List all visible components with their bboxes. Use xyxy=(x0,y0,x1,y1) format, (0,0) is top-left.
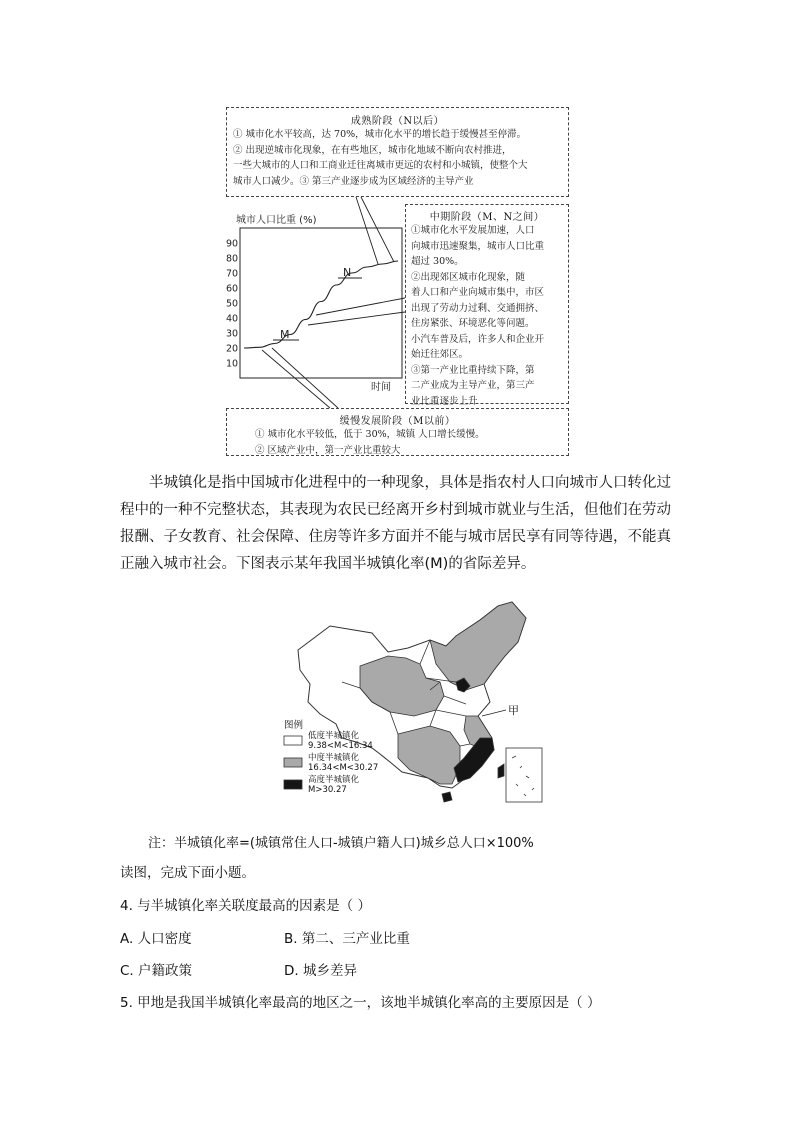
leader-line-mature-2 xyxy=(361,197,394,262)
y-tick-label-70: 70 xyxy=(226,268,239,280)
legend-label-low: 低度半城镇化 xyxy=(308,731,360,741)
middle-stage-line-3: 超过 30%。 xyxy=(411,256,464,267)
mature-stage-line-3: 一些大城市的人口和工商业迁往离城市更远的农村和小城镇，使整个大 xyxy=(233,160,528,171)
intro-paragraph: 半城镇化是指中国城市化进程中的一种现象，具体是指农村人口向城市人口转化过程中的一种不完整状态，其表现为农民已经离开乡村到城市就业与生活，但他们在劳动报酬、子女教育、社会保障、住房等许多方面并不能与城市居民享有同等待遇，不能真正融入城市社会。下图表示某年我国半城镇化率(M)的省际差异。 xyxy=(120,475,671,572)
middle-stage-line-4: ②出现郊区城市化现象，随 xyxy=(411,271,526,283)
q4-option-d[interactable]: D. 城乡差异 xyxy=(284,963,357,979)
q4-option-a[interactable]: A. 人口密度 xyxy=(120,931,192,947)
middle-stage-line-12: 业比重逐步上升 xyxy=(411,395,478,407)
legend-title: 图例 xyxy=(284,720,304,731)
semi-urbanization-map xyxy=(280,598,550,818)
leader-line-mature-1 xyxy=(356,197,378,264)
question-5-stem: 5. 甲地是我国半城镇化率最高的地区之一，该地半城镇化率高的主要原因是（ ） xyxy=(120,995,601,1011)
question-4-stem: 4. 与半城镇化率关联度最高的因素是（ ） xyxy=(120,898,371,914)
y-tick-label-80: 80 xyxy=(226,253,239,265)
q4-option-c[interactable]: C. 户籍政策 xyxy=(120,963,193,979)
slow-stage-line-1: ① 城市化水平较低，低于 30%，城镇 人口增长缓慢。 xyxy=(255,429,485,440)
mature-stage-title: 成熟阶段（N以后） xyxy=(350,116,445,127)
legend-range-high: M>30.27 xyxy=(308,785,347,795)
middle-stage-line-10: ③第一产业比重持续下降，第 xyxy=(411,364,535,376)
y-tick-label-20: 20 xyxy=(226,343,239,355)
y-tick-label-10: 10 xyxy=(226,358,239,370)
mature-stage-line-1: ① 城市化水平较高，达 70%，城市化水平的增长趋于缓慢甚至停滞。 xyxy=(233,129,527,140)
chart-ylabel: 城市人口比重 (%) xyxy=(236,215,317,226)
middle-stage-line-8: 小汽车普及后，许多人和企业开 xyxy=(411,333,545,345)
q4-option-b[interactable]: B. 第二、三产业比重 xyxy=(284,931,410,947)
mature-stage-line-4: 城市人口减少。③ 第三产业逐步成为区域经济的主导产业 xyxy=(233,175,474,187)
mature-stage-line-2: ② 出现逆城市化现象，在有些地区，城市化地域不断向农村推进， xyxy=(233,144,512,156)
legend-label-medium: 中度半城镇化 xyxy=(308,753,360,763)
point-label-m: M xyxy=(280,328,290,341)
legend-range-low: 9.38<M<16.34 xyxy=(308,741,373,751)
legend-swatch-high xyxy=(284,780,302,789)
map-label-jia: 甲 xyxy=(508,704,519,717)
point-label-n: N xyxy=(343,266,352,279)
urbanization-chart xyxy=(0,0,794,470)
chart-yticks xyxy=(226,239,238,370)
y-tick-label-50: 50 xyxy=(226,298,239,310)
legend-range-medium: 16.34<M<30.27 xyxy=(308,763,379,773)
middle-stage-line-2: 向城市迅速聚集，城市人口比重 xyxy=(411,240,545,252)
chart-xlabel: 时间 xyxy=(371,382,391,393)
map-region-southwest xyxy=(398,726,460,784)
instruction: 读图，完成下面小题。 xyxy=(120,865,255,881)
middle-stage-line-6: 出现了劳动力过剩、交通拥挤、 xyxy=(411,302,545,314)
leader-line-slow-1 xyxy=(262,350,330,408)
jia-pointer-line xyxy=(482,710,506,716)
y-tick-label-40: 40 xyxy=(226,313,239,325)
middle-stage-line-7: 住房紧张、环境恶化等问题。 xyxy=(411,318,535,329)
y-tick-label-60: 60 xyxy=(226,283,239,295)
slow-stage-line-2: ② 区域产业中，第一产业比重较大 xyxy=(255,444,401,456)
middle-stage-line-9: 始迁往郊区。 xyxy=(411,349,469,360)
middle-stage-line-1: ①城市化水平发展加速，人口 xyxy=(411,225,535,236)
map-inset-frame xyxy=(506,748,542,802)
middle-stage-line-5: 着人口和产业向城市集中，市区 xyxy=(411,287,545,298)
legend-swatch-medium xyxy=(284,758,302,767)
map-region-hainan xyxy=(442,792,452,802)
legend-label-high: 高度半城镇化 xyxy=(308,775,360,785)
legend-swatch-low xyxy=(284,736,302,745)
map-island-taiwan xyxy=(498,764,504,778)
middle-stage-title: 中期阶段（M、N之间） xyxy=(429,212,545,223)
y-tick-label-30: 30 xyxy=(226,328,239,340)
y-tick-label-90: 90 xyxy=(226,238,239,250)
formula-note: 注：半城镇化率=(城镇常住人口-城镇户籍人口)城乡总人口×100% xyxy=(148,836,534,851)
leader-line-middle-2 xyxy=(316,298,405,315)
chart-series-line xyxy=(244,261,398,348)
slow-stage-title: 缓慢发展阶段（M以前） xyxy=(339,416,456,427)
middle-stage-line-11: 二产业成为主导产业，第三产 xyxy=(411,380,535,391)
